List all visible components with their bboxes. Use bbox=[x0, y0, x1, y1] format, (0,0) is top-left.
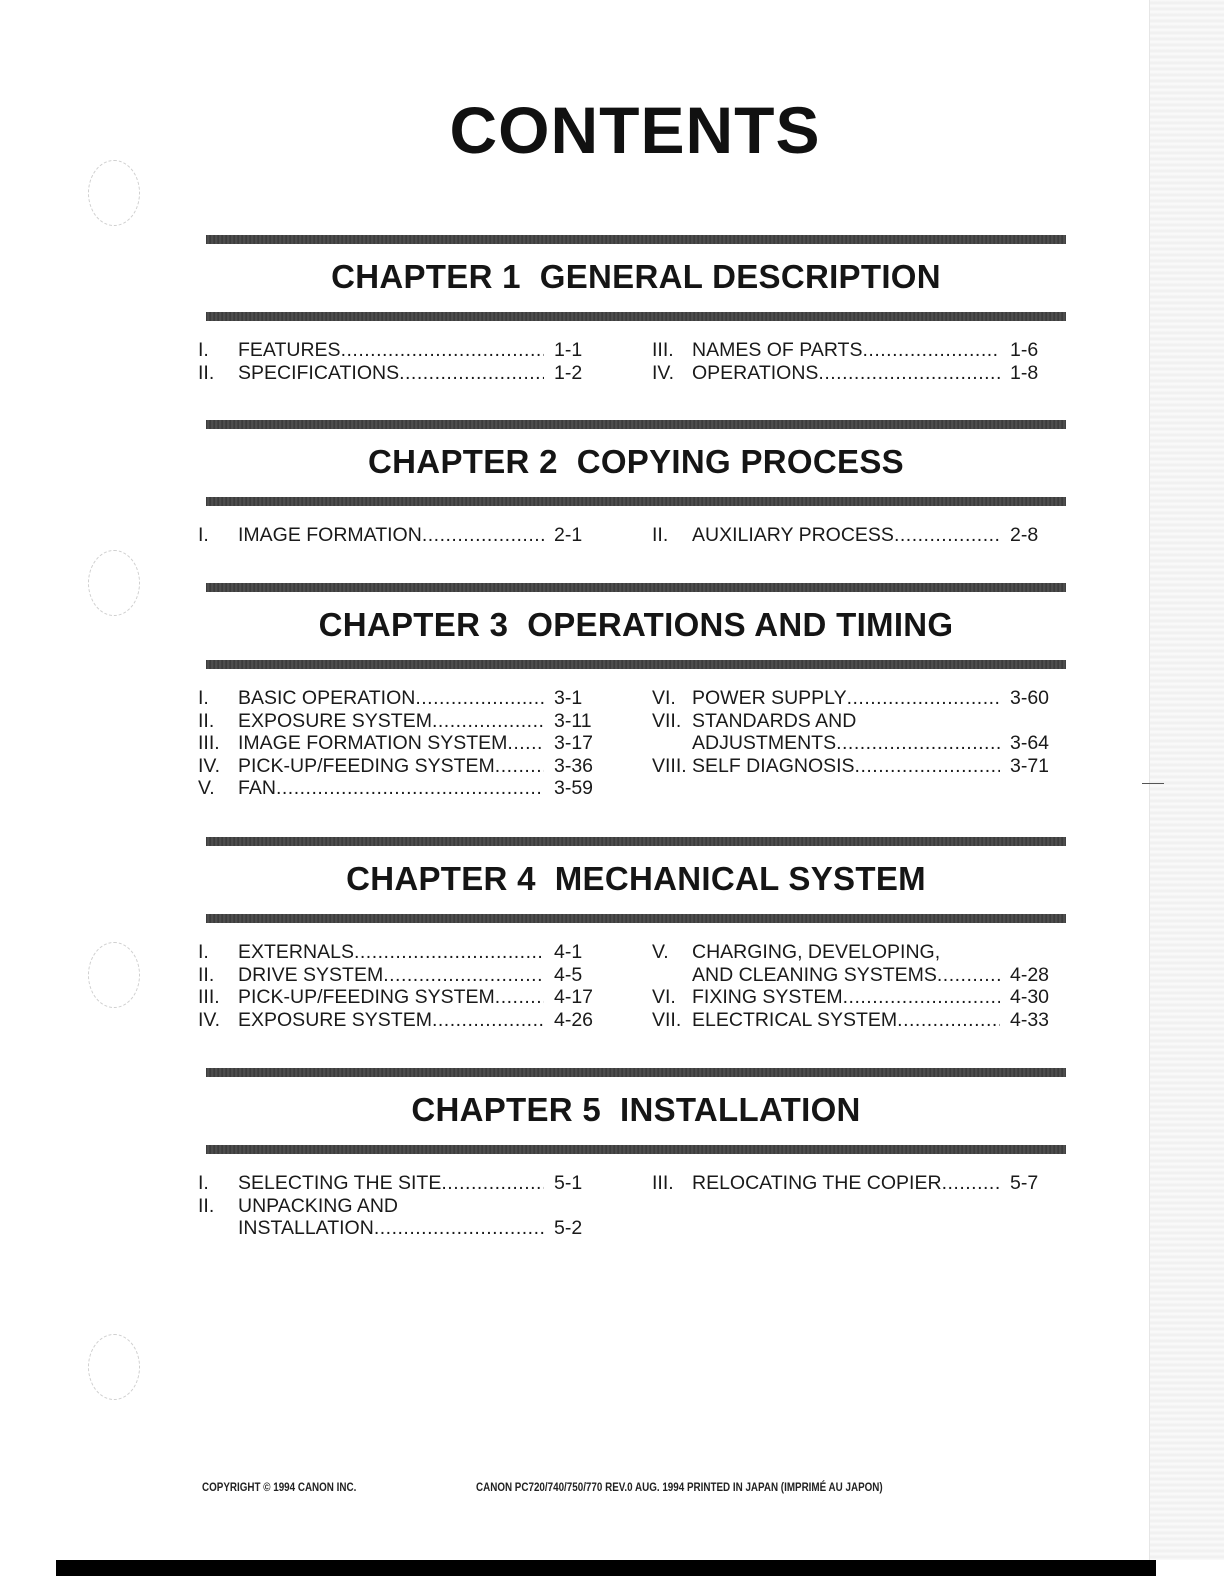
heading-rule bbox=[206, 660, 1066, 669]
entry-title: IMAGE FORMATION bbox=[238, 524, 422, 546]
toc-entry bbox=[652, 1009, 1054, 1032]
right-column bbox=[652, 687, 1054, 777]
toc-entry bbox=[198, 362, 598, 385]
entry-number: VIII. bbox=[652, 754, 687, 777]
dot-leader bbox=[894, 524, 1000, 547]
entry-title: NAMES OF PARTS bbox=[692, 339, 863, 361]
entry-title: INSTALLATION bbox=[238, 1217, 374, 1240]
toc-entry bbox=[652, 755, 1054, 778]
dot-leader bbox=[897, 1009, 1000, 1032]
entry-number: I. bbox=[198, 941, 209, 963]
heading-rule bbox=[206, 235, 1066, 244]
entry-page-number: 1-1 bbox=[554, 339, 583, 361]
dot-leader bbox=[276, 777, 544, 800]
entry-title: AND CLEANING SYSTEMS bbox=[692, 963, 937, 986]
entry-title: OPERATIONS bbox=[692, 361, 819, 384]
dot-leader bbox=[399, 362, 544, 385]
entry-number: I. bbox=[198, 687, 209, 709]
entry-page-number: 2-8 bbox=[1010, 524, 1039, 546]
entry-page-number: 4-5 bbox=[554, 963, 583, 986]
heading-rule bbox=[206, 420, 1066, 429]
dot-leader bbox=[818, 362, 1000, 385]
entry-number: IV. bbox=[198, 754, 221, 777]
entry-page-number bbox=[544, 1195, 598, 1218]
entry-number: VII. bbox=[652, 1008, 682, 1031]
dot-leader bbox=[855, 755, 1000, 778]
entry-title: ELECTRICAL SYSTEM bbox=[692, 1008, 898, 1031]
punch-hole bbox=[88, 942, 140, 1008]
entry-title: FIXING SYSTEM bbox=[692, 986, 843, 1009]
chapter-section bbox=[198, 583, 1066, 800]
toc-entry bbox=[198, 339, 598, 362]
entry-number: III. bbox=[652, 339, 674, 361]
entry-number: IV. bbox=[198, 1008, 221, 1031]
scanned-page-edge bbox=[1149, 0, 1224, 1560]
entry-number: III. bbox=[198, 732, 220, 755]
edge-tick-mark bbox=[1142, 783, 1164, 784]
dot-leader bbox=[415, 687, 544, 710]
left-column bbox=[198, 1172, 598, 1240]
entry-page-number: 1-8 bbox=[1010, 361, 1039, 384]
entry-page-number: 4-30 bbox=[1010, 986, 1050, 1009]
entry-title: POWER SUPPLY bbox=[692, 687, 847, 709]
chapter-heading: CHAPTER 3 OPERATIONS AND TIMING bbox=[318, 606, 954, 643]
dot-leader bbox=[383, 964, 544, 987]
entry-title: EXPOSURE SYSTEM bbox=[238, 709, 432, 732]
entry-page-number: 3-36 bbox=[554, 754, 594, 777]
chapter-section bbox=[198, 1068, 1066, 1240]
left-column bbox=[198, 687, 598, 800]
entry-title: CHARGING, DEVELOPING, bbox=[692, 941, 941, 963]
entry-page-number: 1-2 bbox=[554, 361, 583, 384]
entry-number: I. bbox=[198, 1172, 209, 1194]
copyright-notice: COPYRIGHT © 1994 CANON INC. bbox=[202, 1480, 357, 1494]
dot-leader bbox=[847, 687, 1000, 710]
entry-number: II. bbox=[198, 1194, 215, 1217]
toc-entry bbox=[198, 1172, 598, 1195]
entry-title: RELOCATING THE COPIER bbox=[692, 1172, 942, 1194]
right-column bbox=[652, 339, 1054, 384]
right-column bbox=[652, 524, 1054, 547]
dot-leader bbox=[441, 1172, 544, 1195]
heading-rule bbox=[206, 312, 1066, 321]
scan-border-bar bbox=[56, 1560, 1156, 1576]
left-column bbox=[198, 941, 598, 1031]
left-column bbox=[198, 524, 598, 547]
entry-page-number: 4-33 bbox=[1010, 1008, 1050, 1031]
chapter-section bbox=[198, 235, 1066, 384]
entry-number: I. bbox=[198, 339, 209, 361]
toc-entry bbox=[198, 1009, 598, 1032]
toc-entry bbox=[652, 1172, 1054, 1195]
entry-number bbox=[652, 732, 692, 755]
dot-leader bbox=[354, 941, 544, 964]
dot-leader bbox=[937, 964, 1000, 987]
toc-entry bbox=[652, 986, 1054, 1009]
dot-leader bbox=[843, 986, 1000, 1009]
entry-number: V. bbox=[652, 941, 669, 963]
dot-leader bbox=[374, 1217, 544, 1240]
page-title: CONTENTS bbox=[449, 93, 821, 167]
entry-number: V. bbox=[198, 777, 215, 800]
entry-number: II. bbox=[198, 361, 215, 384]
toc-entry bbox=[198, 755, 598, 778]
heading-rule bbox=[206, 1145, 1066, 1154]
heading-rule bbox=[206, 497, 1066, 506]
entry-title: EXTERNALS bbox=[238, 941, 354, 963]
chapter-heading: CHAPTER 1 GENERAL DESCRIPTION bbox=[331, 258, 941, 295]
toc-entry bbox=[198, 732, 598, 755]
entry-title: SELF DIAGNOSIS bbox=[692, 754, 855, 777]
entry-page-number: 3-17 bbox=[554, 732, 594, 755]
entry-page-number: 3-64 bbox=[1010, 732, 1050, 755]
dot-leader bbox=[432, 1009, 544, 1032]
entry-number: I. bbox=[198, 524, 209, 546]
entry-title: FEATURES bbox=[238, 339, 341, 361]
left-column bbox=[198, 339, 598, 384]
entry-page-number: 2-1 bbox=[554, 524, 583, 546]
entry-title: PICK-UP/FEEDING SYSTEM bbox=[238, 986, 495, 1009]
dot-leader bbox=[836, 732, 1000, 755]
toc-entry bbox=[198, 777, 598, 800]
heading-rule bbox=[206, 837, 1066, 846]
dot-leader bbox=[422, 524, 544, 547]
dot-leader bbox=[862, 339, 1000, 362]
dot-leader bbox=[942, 1172, 1000, 1195]
toc-entry bbox=[198, 986, 598, 1009]
toc-entry bbox=[198, 1195, 598, 1240]
dot-leader bbox=[495, 755, 544, 778]
heading-rule bbox=[206, 914, 1066, 923]
entry-page-number: 5-1 bbox=[554, 1172, 583, 1194]
toc-entry bbox=[198, 710, 598, 733]
toc-entry bbox=[198, 524, 598, 547]
punch-hole bbox=[88, 550, 140, 616]
entry-page-number: 3-59 bbox=[554, 777, 594, 800]
entry-page-number: 3-11 bbox=[554, 709, 592, 732]
entry-page-number: 4-1 bbox=[554, 941, 583, 963]
entry-number: IV. bbox=[652, 361, 675, 384]
entry-title: IMAGE FORMATION SYSTEM bbox=[238, 732, 508, 755]
toc-entry bbox=[652, 362, 1054, 385]
toc-entry bbox=[652, 710, 1054, 755]
entry-number: II. bbox=[198, 709, 215, 732]
entry-page-number bbox=[1000, 941, 1054, 964]
entry-page-number: 4-28 bbox=[1010, 963, 1050, 986]
toc-entry bbox=[652, 339, 1054, 362]
entry-title: STANDARDS AND bbox=[692, 709, 857, 732]
toc-entry bbox=[652, 524, 1054, 547]
entry-number: VI. bbox=[652, 986, 676, 1009]
right-column bbox=[652, 1172, 1054, 1195]
chapter-section bbox=[198, 420, 1066, 546]
chapter-heading: CHAPTER 5 INSTALLATION bbox=[411, 1091, 861, 1128]
entry-title: EXPOSURE SYSTEM bbox=[238, 1008, 432, 1031]
entry-number: III. bbox=[198, 986, 220, 1009]
chapter-heading: CHAPTER 2 COPYING PROCESS bbox=[368, 443, 904, 480]
punch-hole bbox=[88, 1334, 140, 1400]
dot-leader bbox=[432, 710, 544, 733]
toc-entry bbox=[652, 687, 1054, 710]
dot-leader bbox=[495, 986, 544, 1009]
entry-number: VI. bbox=[652, 687, 676, 709]
entry-number bbox=[652, 964, 692, 987]
entry-page-number: 5-2 bbox=[554, 1217, 583, 1240]
toc-entry bbox=[198, 941, 598, 964]
entry-number: VII. bbox=[652, 709, 682, 732]
toc-entry bbox=[198, 687, 598, 710]
entry-title: SELECTING THE SITE bbox=[238, 1172, 442, 1194]
entry-title: SPECIFICATIONS bbox=[238, 361, 400, 384]
entry-number bbox=[198, 1217, 238, 1240]
entry-page-number: 3-1 bbox=[554, 687, 583, 709]
entry-number: II. bbox=[198, 963, 215, 986]
heading-rule bbox=[206, 1068, 1066, 1077]
dot-leader bbox=[507, 732, 544, 755]
toc-entry bbox=[652, 941, 1054, 986]
right-column bbox=[652, 941, 1054, 1031]
entry-title: UNPACKING AND bbox=[238, 1194, 398, 1217]
entry-title: AUXILIARY PROCESS bbox=[692, 524, 894, 546]
entry-title: DRIVE SYSTEM bbox=[238, 963, 384, 986]
entry-page-number: 3-71 bbox=[1010, 754, 1050, 777]
entry-page-number: 3-60 bbox=[1010, 687, 1050, 709]
entry-number: II. bbox=[652, 524, 669, 546]
entry-page-number: 4-26 bbox=[554, 1008, 594, 1031]
chapter-heading: CHAPTER 4 MECHANICAL SYSTEM bbox=[346, 860, 926, 897]
heading-rule bbox=[206, 583, 1066, 592]
entry-page-number: 4-17 bbox=[554, 986, 594, 1009]
print-info: CANON PC720/740/750/770 REV.0 AUG. 1994 PRINTED IN JAPAN (IMPRIMÉ AU JAPON) bbox=[476, 1480, 883, 1494]
entry-title: PICK-UP/FEEDING SYSTEM bbox=[238, 754, 495, 777]
entry-page-number: 5-7 bbox=[1010, 1172, 1039, 1194]
entry-page-number bbox=[1000, 710, 1054, 733]
toc-entry bbox=[198, 964, 598, 987]
punch-hole bbox=[88, 160, 140, 226]
entry-title: BASIC OPERATION bbox=[238, 687, 416, 709]
entry-title: FAN bbox=[238, 777, 276, 800]
entry-page-number: 1-6 bbox=[1010, 339, 1039, 361]
chapter-section bbox=[198, 837, 1066, 1031]
dot-leader bbox=[341, 339, 544, 362]
entry-number: III. bbox=[652, 1172, 674, 1194]
entry-title: ADJUSTMENTS bbox=[692, 732, 837, 755]
